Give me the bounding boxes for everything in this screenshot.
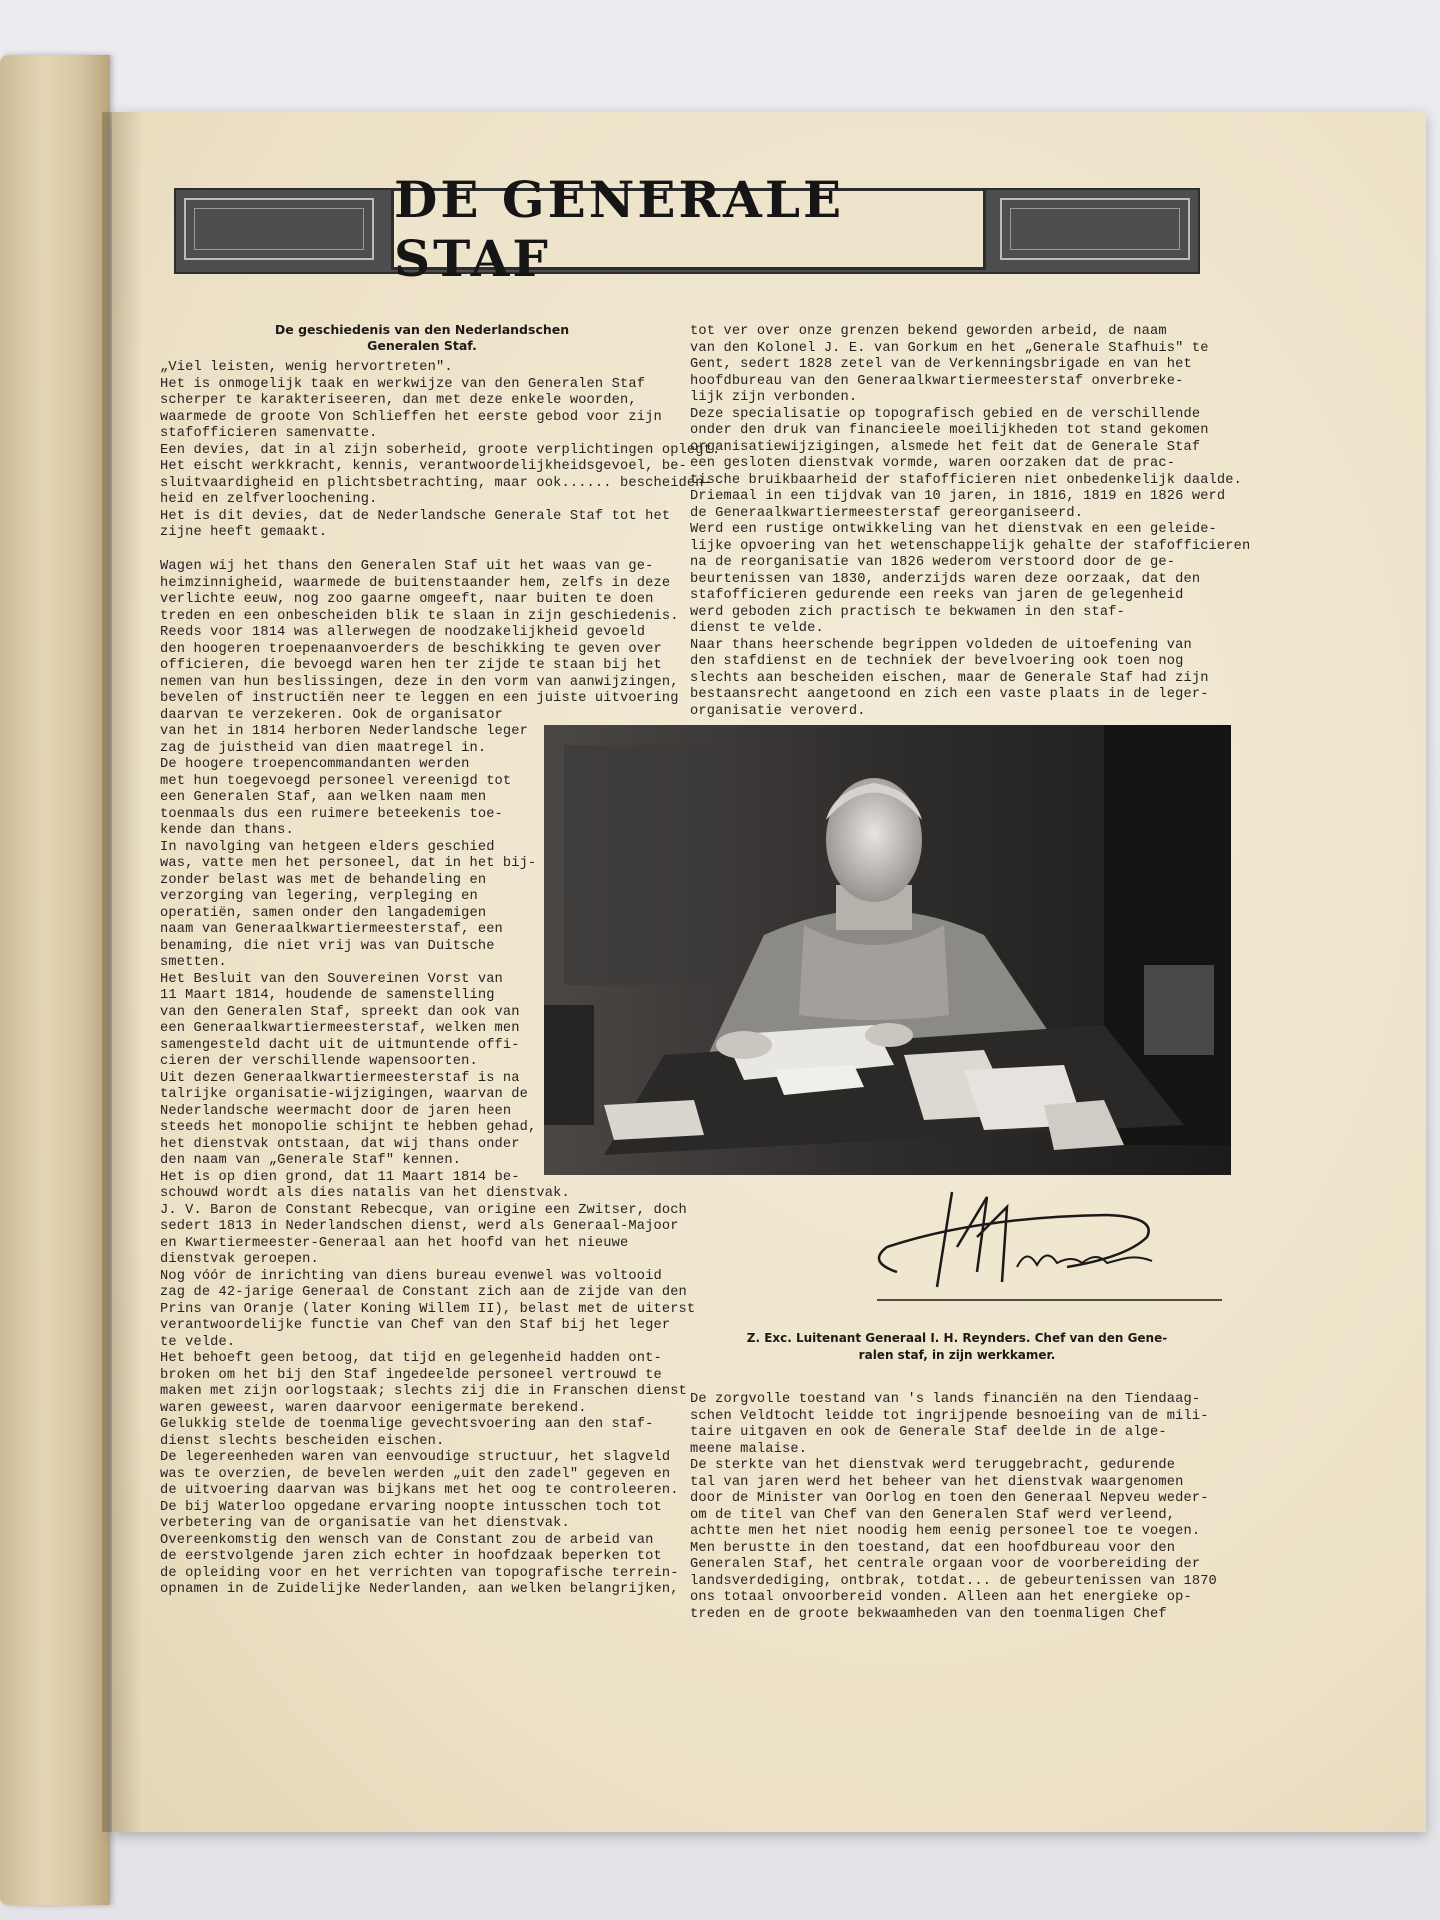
left-column-body: Wagen wij het thans den Generalen Staf uit het waas van ge- heimzinnigheid, waarmede de buitenstaander hem, zelfs in deze verlichte eeuw, nog zoo gaarne omgeeft, naar buiten te doen treden en een onbescheiden blik te slaan in zijn geschiedenis. Reeds voor 1814 was allerwegen de noodzakelijkheid gevoeld den hoogeren troepenaanvoerders de beschikking te geven over officieren, die bevoegd waren hen ter zijde te staan bij het nemen van hun beslissingen, deze in den vorm van aanwijzingen, bevelen of instructiën neer te leggen en een juiste uitvoering daarvan te verzekeren. Ook de organisator van het in 1814 herboren Nederlandsche leger zag de juistheid van dien maatregel in. De hoogere troepencommandanten werden met hun toegevoegd personeel vereenigd tot een Generalen Staf, aan welken naam men toenmaals dus een ruimere beteekenis toe- kende dan thans. In navolging van hetgeen elders geschied was, vatte men het personeel, dat in het bij- zonder belast was met de behandeling en verzorging van legering, verpleging en operatiën, samen onder den langademigen naam van Generaalkwartiermeesterstaf, een benaming, die niet vrij was van Duitsche smetten. Het Besluit van den Souvereinen Vorst van 11 Maart 1814, houdende de samenstelling van den Generalen Staf, spreekt dan ook van een Generaalkwartiermeesterstaf, welken men samengesteld dacht uit de uitmuntende offi- cieren der verschillende wapensoorten. Uit dezen Generaalkwartiermeesterstaf is na talrijke organisatie-wijzigingen, waarvan de Nederlandsche weermacht door de jaren heen steeds het monopolie schijnt te hebben gehad, het dienstvak ontstaan, dat wij thans onder den naam van „Generale Staf" kennen. Het is op dien grond, dat 11 Maart 1814 be- schouwd wordt als dies natalis van het dienstvak. J. V. Baron de Constant Rebecque, van origine een Zwitser, doch sedert 1813 in Nederlandschen dienst, werd als Generaal-Majoor en Kwartiermeester-Generaal aan het hoofd van het nieuwe dienstvak geroepen. Nog vóór de inrichting van diens bureau evenwel was voltooid zag de 42-jarige Generaal de Constant zich aan de zijde van den Prins van Oranje (later Koning Willem II), belast met de uiterst verantwoordelijke functie van Chef van den Staf bij het leger te velde. Het behoeft geen betoog, dat tijd en gelegenheid hadden ont- broken om het bij den Staf ingedeelde personeel vertrouwd te maken met zijn oorlogstaak; slechts zij die in Franschen dienst waren geweest, waren daarvoor eenigermate berekend. Gelukkig stelde de toenmalige gevechtsvoering aan den staf- dienst slechts bescheiden eischen. De legereenheden waren van eenvoudige structuur, het slagveld was te overzien, de bevelen werden „uit den zadel" gegeven en de uitvoering daarvan was bijkans met het oog te controleeren. De bij Waterloo opgedane ervaring noopte intusschen toch tot verbetering van de organisatie van het dienstvak. Overeenkomstig den wensch van de Constant zou de arbeid van de eerstvolgende jaren zich echter in hoofdzaak beperken tot de opleiding voor en het verrichten van topografische terrein- opnamen in de Zuidelijke Nederlanden, aan welken belangrijken, — [160, 559, 696, 1597]
banner-ornament-right — [1000, 198, 1190, 260]
title-box — [391, 170, 986, 288]
right-column-top: tot ver over onze grenzen bekend geworden arbeid, de naam van den Kolonel J. E. van Gorkum en het „Generale Stafhuis" te Gent, sedert 1828 zetel van de Verkenningsbrigade en van het hoofdbureau van den Generaalkwartiermeesterstaf onverbreke- lijk zijn verbonden. Deze specialisatie op topografisch gebied en de verschillende onder den druk van financieele moeilijkheden tot stand gekomen organisatiewijzigingen, alsmede het feit dat de Generale Staf een gesloten dienstvak vormde, waren oorzaken dat de prac- tische bruikbaarheid der stafofficieren niet onbedenkelijk daalde. Driemaal in een tijdvak van 10 jaren, in 1816, 1819 en 1826 werd de Generaalkwartiermeesterstaf gereorganiseerd. Werd een rustige ontwikkeling van het dienstvak en een geleide- lijke opvoering van het wetenschappelijk gehalte der stafofficieren na de reorganisatie van 1826 wederom verstoord door de ge- beurtenissen van 1830, anderzijds waren deze oorzaak, dat den stafofficieren gedurende een reeks van jaren de gelegenheid werd geboden zich practisch te bekwamen in den staf- dienst te velde. Naar thans heerschende begrippen voldeden de uitoefening van den stafdienst en de techniek der bevelvoering ook toen nog slechts aan bescheiden eischen, maar de Generale Staf had zijn bestaansrecht aangetoond en zich een vaste plaats in de leger- organisatie veroverd. — [690, 324, 1251, 719]
magazine-page — [112, 112, 1426, 1832]
book-cover-edge — [0, 55, 110, 1905]
left-column-intro: „Viel leisten, wenig hervortreten". Het is onmogelijk taak en werkwijze van den Generalen Staf scherper te karakteriseeren, dan met deze enkele woorden, waarmede de groote Von Schlieffen het eerste gebod voor zijn stafofficieren samenvatte. Een devies, dat in al zijn soberheid, groote verplichtingen oplegt. Het eischt werkkracht, kennis, verantwoordelijkheidsgevoel, be- sluitvaardigheid en plichtsbetrachting, maar ook...... bescheiden- heid en zelfverloochening. Het is dit devies, dat de Nederlandsche Generale Staf tot het zijne heeft gemaakt. — [160, 360, 721, 540]
photo-caption: Z. Exc. Luitenant Generaal I. H. Reynders. Chef van den Gene- ralen staf, in zijn werkkamer. — [746, 1331, 1168, 1362]
banner-ornament-left — [184, 198, 374, 260]
photo-image — [544, 725, 1231, 1175]
page-title: DE GENERALE STAF — [394, 170, 845, 288]
spine-shadow — [102, 112, 142, 1832]
right-column-bottom: De zorgvolle toestand van 's lands financiën na den Tiendaag- schen Veldtocht leidde tot ingrijpende besnoeiing van de mili- taire uitgaven en ook de Generale Staf deelde in de alge- meene malaise. De sterkte van het dienstvak werd teruggebracht, gedurende tal van jaren werd het beheer van het dienstvak waargenomen door de Minister van Oorlog en toen den Generaal Nepveu weder- om de titel van Chef van den Generalen Staf werd verleend, achtte men het niet noodig hem eenig personeel toe te voegen. Men berustte in den toestand, dat een hoofdbureau voor den Generalen Staf, het centrale orgaan voor de voorbereiding der landsverdediging, ontbrak, totdat... de gebeurtenissen van 1870 ons totaal onvoorbereid vonden. Alleen aan het energieke op- treden en de groote bekwaamheden van den toenmaligen Chef — [690, 1392, 1217, 1622]
portrait-photo — [544, 725, 1231, 1175]
signature — [857, 1177, 1227, 1307]
title-banner — [174, 170, 1200, 288]
article-heading: De geschiedenis van den Nederlandschen Generalen Staf. — [274, 322, 570, 353]
